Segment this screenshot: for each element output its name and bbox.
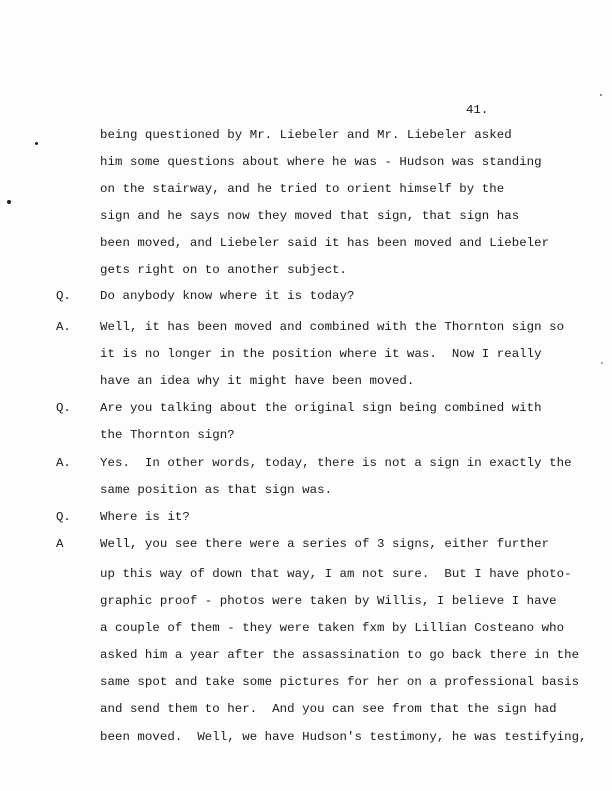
- transcript-line: have an idea why it might have been moved.: [100, 374, 415, 388]
- speaker-label: A.: [56, 320, 71, 334]
- speaker-label: A: [56, 537, 64, 551]
- speaker-label: Q.: [56, 401, 71, 415]
- transcript-line: Well, it has been moved and combined with the Thornton sign so: [100, 320, 565, 334]
- transcript-line: Where is it?: [100, 510, 190, 524]
- transcript-line: Do anybody know where it is today?: [100, 289, 355, 303]
- transcript-line: asked him a year after the assassination to go back there in the: [100, 648, 580, 662]
- speaker-label: Q.: [56, 289, 71, 303]
- transcript-line: Well, you see there were a series of 3 signs, either further: [100, 537, 550, 551]
- page-number: 41.: [466, 103, 489, 117]
- transcript-line: a couple of them - they were taken fxm by Lillian Costeano who: [100, 621, 565, 635]
- speaker-label: A.: [56, 456, 71, 470]
- transcript-line: and send them to her. And you can see from that the sign had: [100, 702, 557, 716]
- transcript-line: been moved. Well, we have Hudson's testimony, he was testifying,: [100, 730, 587, 744]
- transcript-line: gets right on to another subject.: [100, 263, 348, 277]
- scan-speck: [601, 362, 603, 364]
- transcript-line: the Thornton sign?: [100, 428, 235, 442]
- transcript-line: it is no longer in the position where it was. Now I really: [100, 347, 542, 361]
- transcript-line: been moved, and Liebeler said it has been moved and Liebeler: [100, 236, 550, 250]
- transcript-line: on the stairway, and he tried to orient himself by the: [100, 182, 505, 196]
- speaker-label: Q.: [56, 510, 71, 524]
- transcript-line: same spot and take some pictures for her on a professional basis: [100, 675, 580, 689]
- transcript-line: Are you talking about the original sign being combined with: [100, 401, 542, 415]
- transcript-line: being questioned by Mr. Liebeler and Mr. Liebeler asked: [100, 128, 512, 142]
- transcript-line: sign and he says now they moved that sign, that sign has: [100, 209, 520, 223]
- scan-speck: [35, 142, 38, 145]
- scan-speck: [600, 94, 602, 96]
- transcript-line: Yes. In other words, today, there is not a sign in exactly the: [100, 456, 572, 470]
- transcript-line: graphic proof - photos were taken by Willis, I believe I have: [100, 594, 557, 608]
- transcript-line: up this way of down that way, I am not sure. But I have photo-: [100, 567, 572, 581]
- scan-speck: [7, 200, 11, 204]
- transcript-line: him some questions about where he was - Hudson was standing: [100, 155, 542, 169]
- transcript-line: same position as that sign was.: [100, 483, 333, 497]
